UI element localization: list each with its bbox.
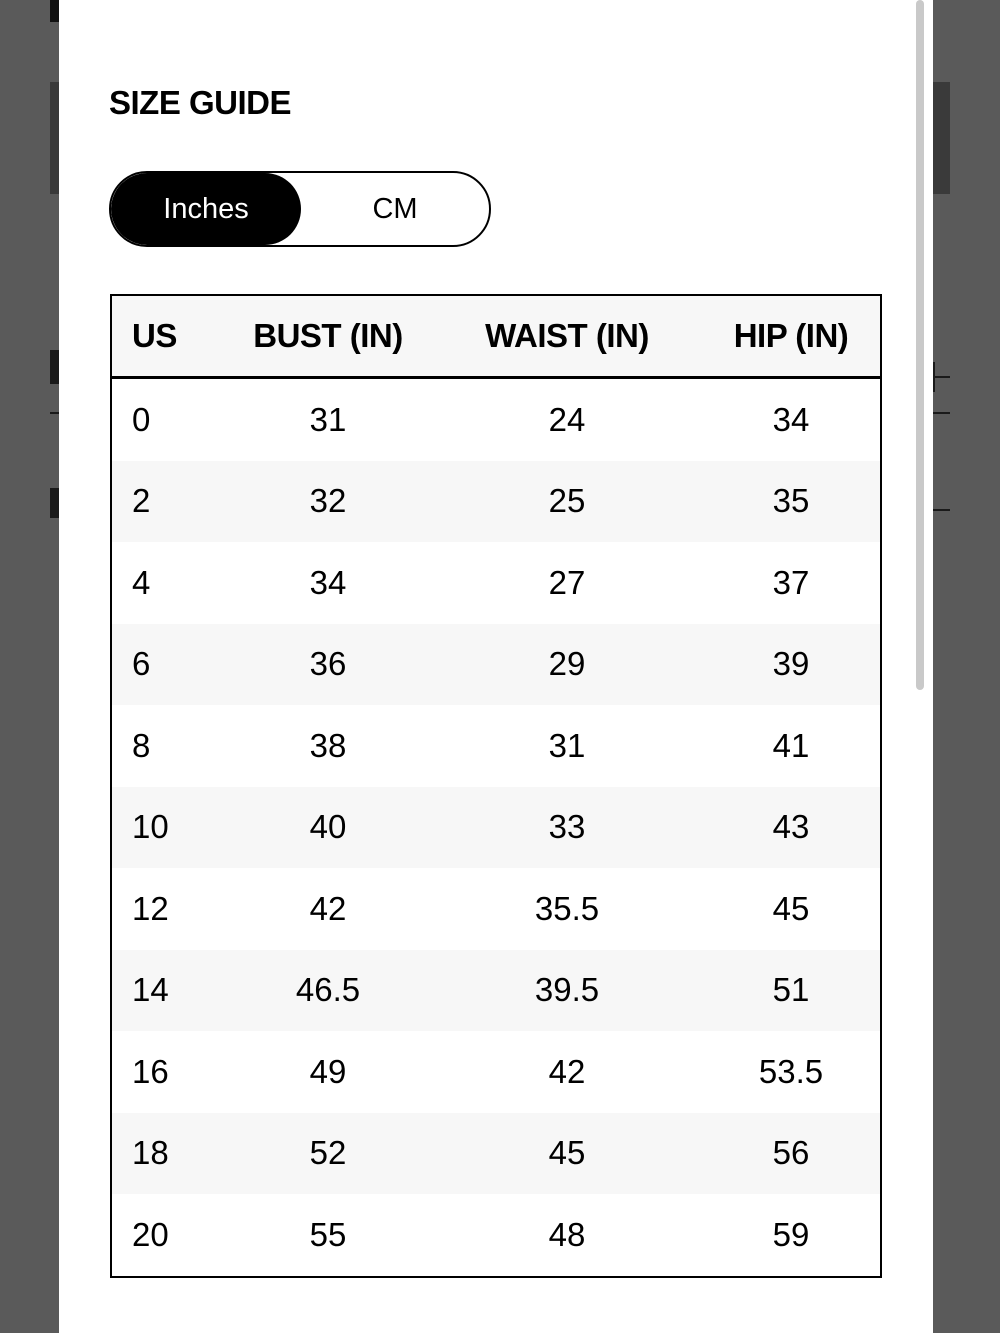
- table-row: [112, 1031, 880, 1113]
- cell-bust: 32: [224, 461, 432, 543]
- size-guide-title: SIZE GUIDE: [109, 84, 292, 121]
- cell-bust: 36: [224, 624, 432, 706]
- cell-us-size: 0: [112, 378, 224, 461]
- column-header-bust: BUST (IN): [224, 296, 432, 378]
- column-header-waist: WAIST (IN): [432, 296, 702, 378]
- cell-bust: 42: [224, 868, 432, 950]
- cell-us-size: 2: [112, 461, 224, 543]
- column-header-hip: HIP (IN): [702, 296, 880, 378]
- unit-toggle: [109, 171, 491, 247]
- cell-us-size: 8: [112, 705, 224, 787]
- background-plus-icon: [933, 376, 950, 378]
- cell-bust: 38: [224, 705, 432, 787]
- cell-bust: 31: [224, 378, 432, 461]
- cell-bust: 55: [224, 1194, 432, 1276]
- cell-us-size: 12: [112, 868, 224, 950]
- cell-hip: 43: [702, 787, 880, 869]
- cell-us-size: 4: [112, 542, 224, 624]
- table-row: [112, 542, 880, 624]
- background-banner-fragment: [930, 82, 950, 194]
- background-divider: [933, 509, 950, 511]
- cell-waist: 29: [432, 624, 702, 706]
- cell-waist: 45: [432, 1113, 702, 1195]
- table-row: [112, 1113, 880, 1195]
- cell-us-size: 20: [112, 1194, 224, 1276]
- cell-waist: 31: [432, 705, 702, 787]
- cell-waist: 24: [432, 378, 702, 461]
- cell-us-size: 18: [112, 1113, 224, 1195]
- cell-hip: 59: [702, 1194, 880, 1276]
- unit-option-cm[interactable]: CM: [301, 173, 489, 245]
- cell-hip: 37: [702, 542, 880, 624]
- table-row: [112, 461, 880, 543]
- cell-hip: 56: [702, 1113, 880, 1195]
- background-plus-icon: [933, 362, 935, 392]
- cell-us-size: 10: [112, 787, 224, 869]
- size-table-container: [110, 294, 882, 1278]
- table-header-row: [112, 296, 880, 378]
- cell-hip: 53.5: [702, 1031, 880, 1113]
- cell-hip: 51: [702, 950, 880, 1032]
- cell-waist: 48: [432, 1194, 702, 1276]
- cell-hip: 39: [702, 624, 880, 706]
- cell-waist: 27: [432, 542, 702, 624]
- cell-hip: 41: [702, 705, 880, 787]
- cell-bust: 46.5: [224, 950, 432, 1032]
- cell-hip: 34: [702, 378, 880, 461]
- modal-scrollbar[interactable]: [916, 0, 924, 690]
- cell-us-size: 6: [112, 624, 224, 706]
- cell-waist: 33: [432, 787, 702, 869]
- table-row: [112, 705, 880, 787]
- table-row: [112, 950, 880, 1032]
- table-row: [112, 868, 880, 950]
- cell-waist: 25: [432, 461, 702, 543]
- table-row: [112, 378, 880, 461]
- unit-option-inches[interactable]: Inches: [111, 173, 301, 245]
- cell-waist: 39.5: [432, 950, 702, 1032]
- cell-hip: 35: [702, 461, 880, 543]
- cell-bust: 40: [224, 787, 432, 869]
- cell-us-size: 14: [112, 950, 224, 1032]
- cell-us-size: 16: [112, 1031, 224, 1113]
- cell-waist: 42: [432, 1031, 702, 1113]
- column-header-us: US: [112, 296, 224, 378]
- table-row: [112, 624, 880, 706]
- cell-bust: 52: [224, 1113, 432, 1195]
- table-row: [112, 1194, 880, 1276]
- cell-bust: 34: [224, 542, 432, 624]
- cell-waist: 35.5: [432, 868, 702, 950]
- background-divider: [933, 412, 950, 414]
- cell-bust: 49: [224, 1031, 432, 1113]
- cell-hip: 45: [702, 868, 880, 950]
- size-table: [112, 296, 880, 1276]
- table-row: [112, 787, 880, 869]
